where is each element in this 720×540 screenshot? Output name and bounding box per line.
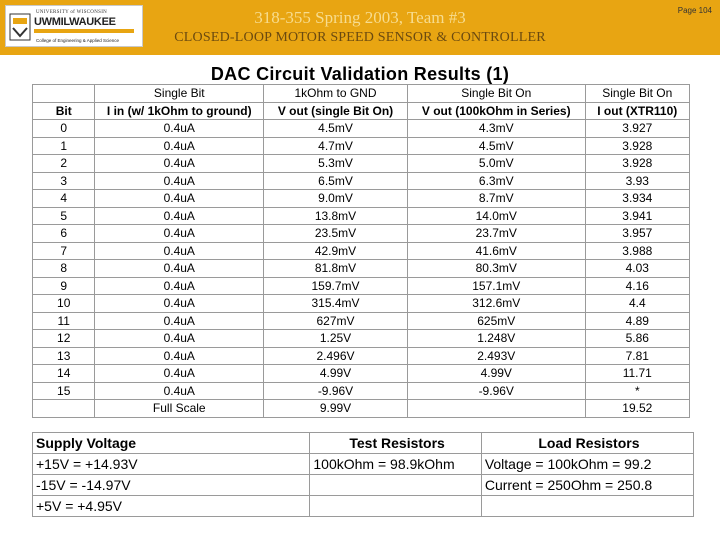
table-cell: 3.927 xyxy=(585,120,689,138)
table-row xyxy=(33,155,690,173)
table-cell: 4 xyxy=(33,190,95,208)
table-cell: 11.71 xyxy=(585,365,689,383)
table-cell: 3.928 xyxy=(585,137,689,155)
column-header: Supply Voltage xyxy=(33,433,310,454)
table-cell: 5.86 xyxy=(585,330,689,348)
table-cell: 4.99V xyxy=(264,365,408,383)
table-row xyxy=(33,225,690,243)
table-row xyxy=(33,120,690,138)
column-header: I in (w/ 1kOhm to ground) xyxy=(95,102,264,120)
table-cell: +15V = +14.93V xyxy=(33,454,310,475)
table-cell: 4.7mV xyxy=(264,137,408,155)
table-cell: 4.5mV xyxy=(264,120,408,138)
table-cell: 4.3mV xyxy=(407,120,585,138)
table-cell: 0.4uA xyxy=(95,120,264,138)
table-cell: 6.5mV xyxy=(264,172,408,190)
table-cell: 0.4uA xyxy=(95,207,264,225)
table-cell: 0.4uA xyxy=(95,172,264,190)
table-cell: 315.4mV xyxy=(264,295,408,313)
table-cell: -15V = -14.97V xyxy=(33,475,310,496)
table-cell: 0.4uA xyxy=(95,260,264,278)
table-cell: 0.4uA xyxy=(95,155,264,173)
table-row xyxy=(33,312,690,330)
table-row xyxy=(33,330,690,348)
table-cell: 19.52 xyxy=(585,400,689,418)
table-cell: 625mV xyxy=(407,312,585,330)
column-header: Bit xyxy=(33,102,95,120)
table-cell: 23.7mV xyxy=(407,225,585,243)
table-cell: 12 xyxy=(33,330,95,348)
table-cell: 0.4uA xyxy=(95,137,264,155)
table-row xyxy=(33,475,694,496)
table-cell: -9.96V xyxy=(407,382,585,400)
table-header-row xyxy=(33,85,690,103)
table-cell: 2.493V xyxy=(407,347,585,365)
logo-line-uwm: UWMILWAUKEE xyxy=(34,16,116,28)
table-cell: 312.6mV xyxy=(407,295,585,313)
table-cell: 4.16 xyxy=(585,277,689,295)
logo-line-university: UNIVERSITY of WISCONSIN xyxy=(36,10,108,15)
table-cell: 0.4uA xyxy=(95,330,264,348)
table-row xyxy=(33,137,690,155)
table-cell: +5V = +4.95V xyxy=(33,496,310,517)
table-cell: 14.0mV xyxy=(407,207,585,225)
table-cell: 0.4uA xyxy=(95,347,264,365)
table-cell: 0.4uA xyxy=(95,295,264,313)
table-cell xyxy=(310,496,481,517)
table-cell: 0.4uA xyxy=(95,382,264,400)
table-cell xyxy=(33,400,95,418)
column-header: V out (single Bit On) xyxy=(264,102,408,120)
table-cell: 8 xyxy=(33,260,95,278)
table-cell: 5 xyxy=(33,207,95,225)
table-cell: 3 xyxy=(33,172,95,190)
table-cell: 81.8mV xyxy=(264,260,408,278)
table-cell: 0.4uA xyxy=(95,225,264,243)
table-cell: -9.96V xyxy=(264,382,408,400)
header-cell: Single Bit On xyxy=(407,85,585,103)
table-cell: 3.934 xyxy=(585,190,689,208)
table-cell: 14 xyxy=(33,365,95,383)
table-cell: 1.248V xyxy=(407,330,585,348)
table-row xyxy=(33,382,690,400)
table-row xyxy=(33,347,690,365)
table-cell: 5.0mV xyxy=(407,155,585,173)
table-cell: 3.93 xyxy=(585,172,689,190)
table-cell: 41.6mV xyxy=(407,242,585,260)
table-cell: 80.3mV xyxy=(407,260,585,278)
table-cell: 7.81 xyxy=(585,347,689,365)
table-row xyxy=(33,242,690,260)
table-cell: 2 xyxy=(33,155,95,173)
supply-resistor-table xyxy=(32,432,694,517)
table-cell: 159.7mV xyxy=(264,277,408,295)
table-cell: 0.4uA xyxy=(95,277,264,295)
table-cell: 3.957 xyxy=(585,225,689,243)
table-cell: Voltage = 100kOhm = 99.2 xyxy=(481,454,693,475)
column-header: Load Resistors xyxy=(481,433,693,454)
table-cell: 0.4uA xyxy=(95,365,264,383)
table-cell: Full Scale xyxy=(95,400,264,418)
logo-line-college: College of Engineering & Applied Science xyxy=(36,38,120,43)
table-cell: 11 xyxy=(33,312,95,330)
table-cell: 9 xyxy=(33,277,95,295)
header-cell xyxy=(33,85,95,103)
table-cell: * xyxy=(585,382,689,400)
header-cell: 1kOhm to GND xyxy=(264,85,408,103)
table-row xyxy=(33,277,690,295)
table-cell: 1 xyxy=(33,137,95,155)
dac-results-table xyxy=(32,84,690,418)
table-cell: 23.5mV xyxy=(264,225,408,243)
table-cell: 4.89 xyxy=(585,312,689,330)
table-cell xyxy=(407,400,585,418)
header-cell: Single Bit xyxy=(95,85,264,103)
page-number: Page 104 xyxy=(677,6,712,15)
table-cell xyxy=(481,496,693,517)
table-cell: 10 xyxy=(33,295,95,313)
table-row xyxy=(33,454,694,475)
table-row xyxy=(33,207,690,225)
table-cell: 0.4uA xyxy=(95,312,264,330)
table-cell: 0.4uA xyxy=(95,190,264,208)
table-cell: 4.4 xyxy=(585,295,689,313)
table-cell: 157.1mV xyxy=(407,277,585,295)
table-row xyxy=(33,190,690,208)
table-row xyxy=(33,172,690,190)
table-cell: 13.8mV xyxy=(264,207,408,225)
table-cell: 3.928 xyxy=(585,155,689,173)
course-title: 318-355 Spring 2003, Team #3 xyxy=(254,8,466,27)
table-cell: 4.99V xyxy=(407,365,585,383)
column-header: Test Resistors xyxy=(310,433,481,454)
table-cell: 100kOhm = 98.9kOhm xyxy=(310,454,481,475)
column-header: V out (100kOhm in Series) xyxy=(407,102,585,120)
table-cell xyxy=(310,475,481,496)
table-row xyxy=(33,400,690,418)
table-cell: 9.0mV xyxy=(264,190,408,208)
table-row xyxy=(33,295,690,313)
table-cell: 8.7mV xyxy=(407,190,585,208)
slide-title: DAC Circuit Validation Results (1) xyxy=(210,64,510,84)
table-header-row xyxy=(33,433,694,454)
table-cell: 3.988 xyxy=(585,242,689,260)
table-header-row xyxy=(33,102,690,120)
table-cell: 5.3mV xyxy=(264,155,408,173)
table-cell: 1.25V xyxy=(264,330,408,348)
table-cell: 0 xyxy=(33,120,95,138)
table-cell: 6 xyxy=(33,225,95,243)
table-cell: 13 xyxy=(33,347,95,365)
header-cell: Single Bit On xyxy=(585,85,689,103)
table-row xyxy=(33,365,690,383)
table-cell: 4.03 xyxy=(585,260,689,278)
table-cell: 627mV xyxy=(264,312,408,330)
table-cell: 3.941 xyxy=(585,207,689,225)
table-cell: Current = 250Ohm = 250.8 xyxy=(481,475,693,496)
table-cell: 2.496V xyxy=(264,347,408,365)
table-cell: 42.9mV xyxy=(264,242,408,260)
table-row xyxy=(33,496,694,517)
table-cell: 15 xyxy=(33,382,95,400)
project-subtitle: CLOSED-LOOP MOTOR SPEED SENSOR & CONTROLLER xyxy=(174,30,546,45)
table-cell: 7 xyxy=(33,242,95,260)
table-row xyxy=(33,260,690,278)
table-cell: 4.5mV xyxy=(407,137,585,155)
table-cell: 0.4uA xyxy=(95,242,264,260)
table-cell: 9.99V xyxy=(264,400,408,418)
column-header: I out (XTR110) xyxy=(585,102,689,120)
table-cell: 6.3mV xyxy=(407,172,585,190)
